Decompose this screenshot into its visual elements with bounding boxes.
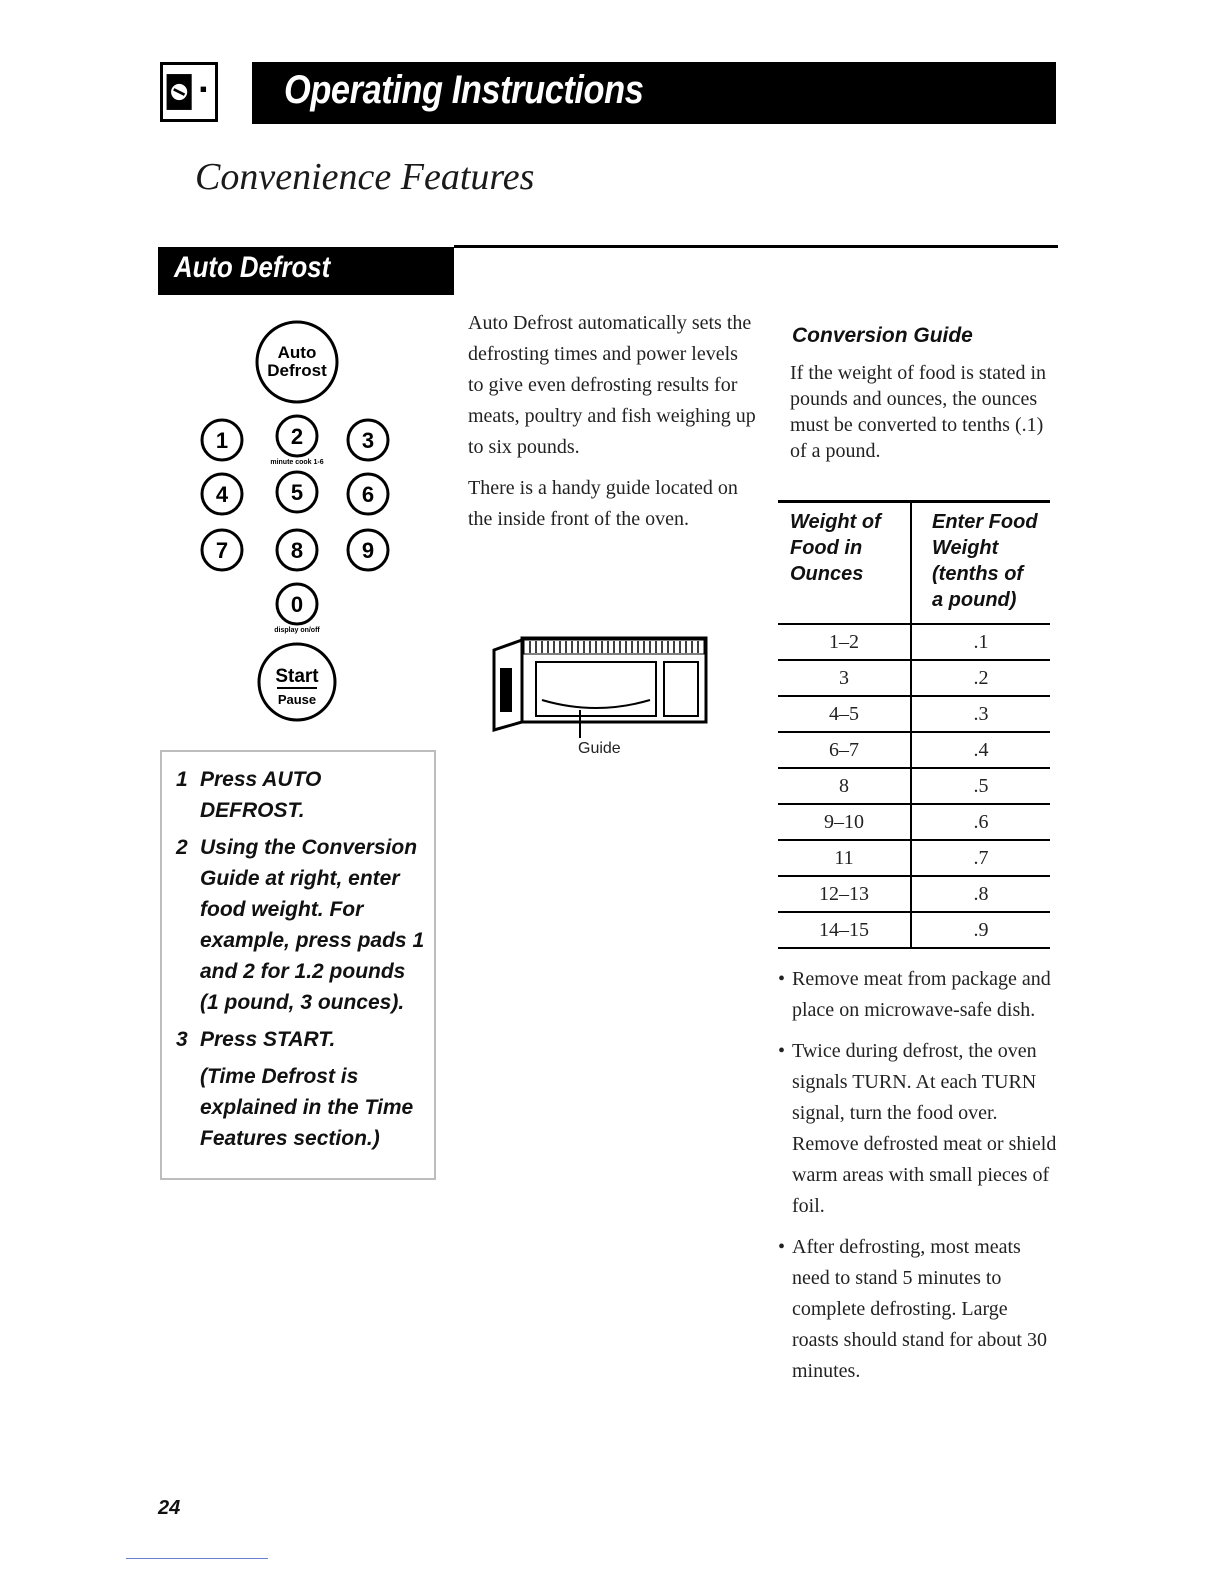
intro-text [468,308,758,545]
header-enter-weight: Enter Food Weight (tenths of a pound) [932,511,1038,611]
bullet-text: Remove meat from package and place on microwave-safe dish. [792,968,1051,1021]
digit-key-1 [202,420,242,460]
ounces-cell: 8 [778,769,912,803]
oven-illustration [478,612,740,762]
bullet-text: After defrosting, most meats need to stand 5 minutes to complete defrosting. Large roasts should stand for about 30 minutes. [792,1236,1047,1382]
conversion-guide-title: Conversion Guide [792,324,973,347]
auto-defrost-key-line2: Defrost [267,361,327,380]
ounces-cell: 1–2 [778,625,912,659]
tenths-cell: .3 [973,703,989,725]
svg-text:6: 6 [361,482,375,507]
tenths-cell: .2 [973,667,989,689]
step-text: Press START. [200,1028,336,1051]
auto-defrost-key-line1: Auto [277,343,317,362]
start-label: Start [275,666,319,687]
step-number: 3 [176,1028,188,1051]
table-row [778,805,1050,841]
heading-rule [454,245,1058,248]
step-item [176,764,426,826]
microwave-door-icon [160,62,218,122]
bullet-icon: • [778,1236,786,1258]
list-item [778,1036,1058,1222]
footer-rule [126,1558,268,1559]
ounces-cell: 9–10 [778,805,912,839]
steps-box [160,750,436,1180]
table-row [778,733,1050,769]
conversion-table [778,500,1050,949]
conversion-guide-text: If the weight of food is stated in pounds and ounces, the ounces must be converted to tenths (.1) of a pound. [790,362,1047,462]
table-row [778,769,1050,805]
table-row [778,697,1050,733]
table-row [778,625,1050,661]
ounces-cell: 6–7 [778,733,912,767]
bullet-icon: • [778,968,786,990]
step-number: 1 [176,768,188,791]
ounces-cell: 14–15 [778,913,912,947]
svg-text:5: 5 [290,480,304,505]
intro-paragraph-2: There is a handy guide located on the inside front of the oven. [468,477,738,530]
header-bar [252,62,1056,124]
table-header-row [778,503,1050,625]
list-item [778,964,1058,1026]
step-item [176,832,426,1018]
tenths-cell: .8 [973,883,989,905]
svg-text:7: 7 [215,538,229,563]
list-item [778,1232,1058,1387]
page-number: 24 [158,1497,181,1519]
step-number: 2 [176,836,188,859]
digit-key-8 [277,530,317,570]
step-text: Press AUTO DEFROST. [200,768,322,822]
page-header-title: Operating Instructions [284,68,644,112]
keypad-illustration [172,318,434,738]
bullet-icon: • [778,1040,786,1062]
table-row [778,841,1050,877]
svg-text:8: 8 [290,538,304,563]
tips-list [778,964,1058,1397]
tenths-cell: .7 [973,847,989,869]
digit-key-5 [277,472,317,512]
digit-key-7 [202,530,242,570]
table-row [778,877,1050,913]
display-label: display on/off [274,627,320,634]
digit-key-0 [277,584,317,624]
digit-key-2 [277,416,317,456]
svg-text:2: 2 [290,424,304,449]
ounces-cell: 12–13 [778,877,912,911]
table-row [778,913,1050,949]
digit-key-9 [348,530,388,570]
auto-defrost-heading: Auto Defrost [174,251,331,284]
ounces-cell: 3 [778,661,912,695]
svg-text:1: 1 [215,428,229,453]
guide-label: Guide [578,740,621,757]
minute-cook-label: minute cook 1-6 [270,459,324,466]
table-row [778,661,1050,697]
steps-list [176,764,426,1154]
svg-text:9: 9 [361,538,375,563]
step-item [176,1024,426,1055]
pause-label: Pause [277,692,317,707]
tenths-cell: .9 [973,919,989,941]
svg-text:4: 4 [215,482,229,507]
auto-defrost-key [257,322,337,402]
ounces-cell: 11 [778,841,912,875]
digit-key-4 [202,474,242,514]
intro-paragraph-1: Auto Defrost automatically sets the defrosting times and power levels to give even defrosting results for meats, poultry and fish weighing up to six pounds. [468,312,756,458]
svg-text:0: 0 [290,592,304,617]
digit-key-3 [348,420,388,460]
tenths-cell: .1 [973,631,989,653]
step-note: (Time Defrost is explained in the Time Features section.) [200,1065,414,1150]
svg-text:3: 3 [361,428,375,453]
tenths-cell: .6 [973,811,989,833]
bullet-text: Twice during defrost, the oven signals TURN. At each TURN signal, turn the food over. Remove defrosted meat or shield warm areas with small pieces of foil. [792,1040,1057,1217]
auto-defrost-heading-bar [158,247,454,295]
tenths-cell: .5 [973,775,989,797]
digit-key-6 [348,474,388,514]
step-text: Using the Conversion Guide at right, enter food weight. For example, press pads 1 and 2 for 1.2 pounds (1 pound, 3 ounces). [200,836,425,1014]
header-weight-ounces: Weight of Food in Ounces [778,503,912,623]
section-title: Convenience Features [195,156,535,198]
tenths-cell: .4 [973,739,989,761]
start-pause-key [259,644,335,720]
ounces-cell: 4–5 [778,697,912,731]
